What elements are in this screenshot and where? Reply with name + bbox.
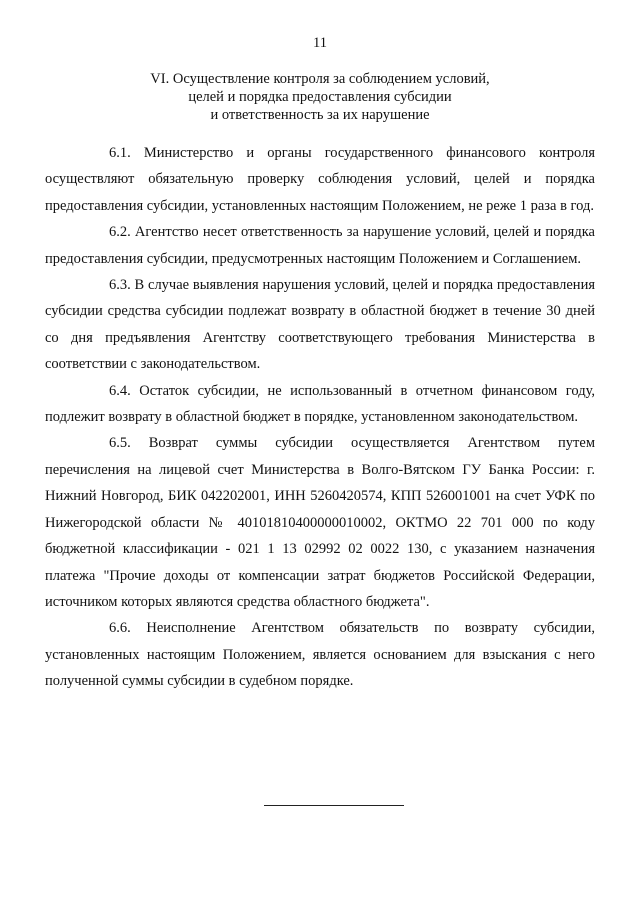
paragraph-6-1: 6.1. Министерство и органы государственного финансового контроля осуществляют обязательную проверку соблюдения условий, целей и порядка предоставления субсидии, установленных настоящим Положением, не реже 1 раза в год. bbox=[45, 145, 595, 214]
paragraph-6-4: 6.4. Остаток субсидии, не использованный в отчетном финансовом году, подлежит возврату в областной бюджет в порядке, установленном законодательством. bbox=[45, 382, 595, 426]
section-heading-line-3: и ответственность за их нарушение bbox=[210, 107, 430, 123]
section-heading-line-1: VI. Осуществление контроля за соблюдением условий, bbox=[150, 71, 490, 87]
paragraph-6-5: 6.5. Возврат суммы субсидии осуществляется Агентством путем перечисления на лицевой счет Министерства в Волго-Вятском ГУ Банка России: г. Нижний Новгород, БИК 042202001, ИНН 5260420574, КПП 526001001 на счет УФК по Нижегородской области № 40101810400000010002, ОКТМО 22 701 000 по коду бюджетной классификации - 021 1 13 02992 02 0022 130, с указанием назначения платежа "Прочие доходы от компенсации затрат бюджетов Российской Федерации, источником которых являются средства областного бюджета". bbox=[45, 435, 595, 610]
section-heading bbox=[45, 70, 595, 124]
end-divider-line bbox=[264, 805, 404, 806]
section-body bbox=[45, 140, 595, 695]
page-number: 11 bbox=[313, 35, 327, 51]
paragraph-6-6: 6.6. Неисполнение Агентством обязательств по возврату субсидии, установленных настоящим Положением, является основанием для взыскания с него полученной суммы субсидии в судебном порядке. bbox=[45, 620, 595, 690]
paragraph-6-3: 6.3. В случае выявления нарушения условий, целей и порядка предоставления субсидии средства субсидии подлежат возврату в областной бюджет в течение 30 дней со дня предъявления Агентству соответствующего требования Министерства в соответствии с законодательством. bbox=[45, 277, 595, 373]
section-heading-line-2: целей и порядка предоставления субсидии bbox=[188, 89, 452, 105]
paragraph-6-2: 6.2. Агентство несет ответственность за нарушение условий, целей и порядка предоставления субсидии, предусмотренных настоящим Положением и Соглашением. bbox=[45, 224, 595, 267]
